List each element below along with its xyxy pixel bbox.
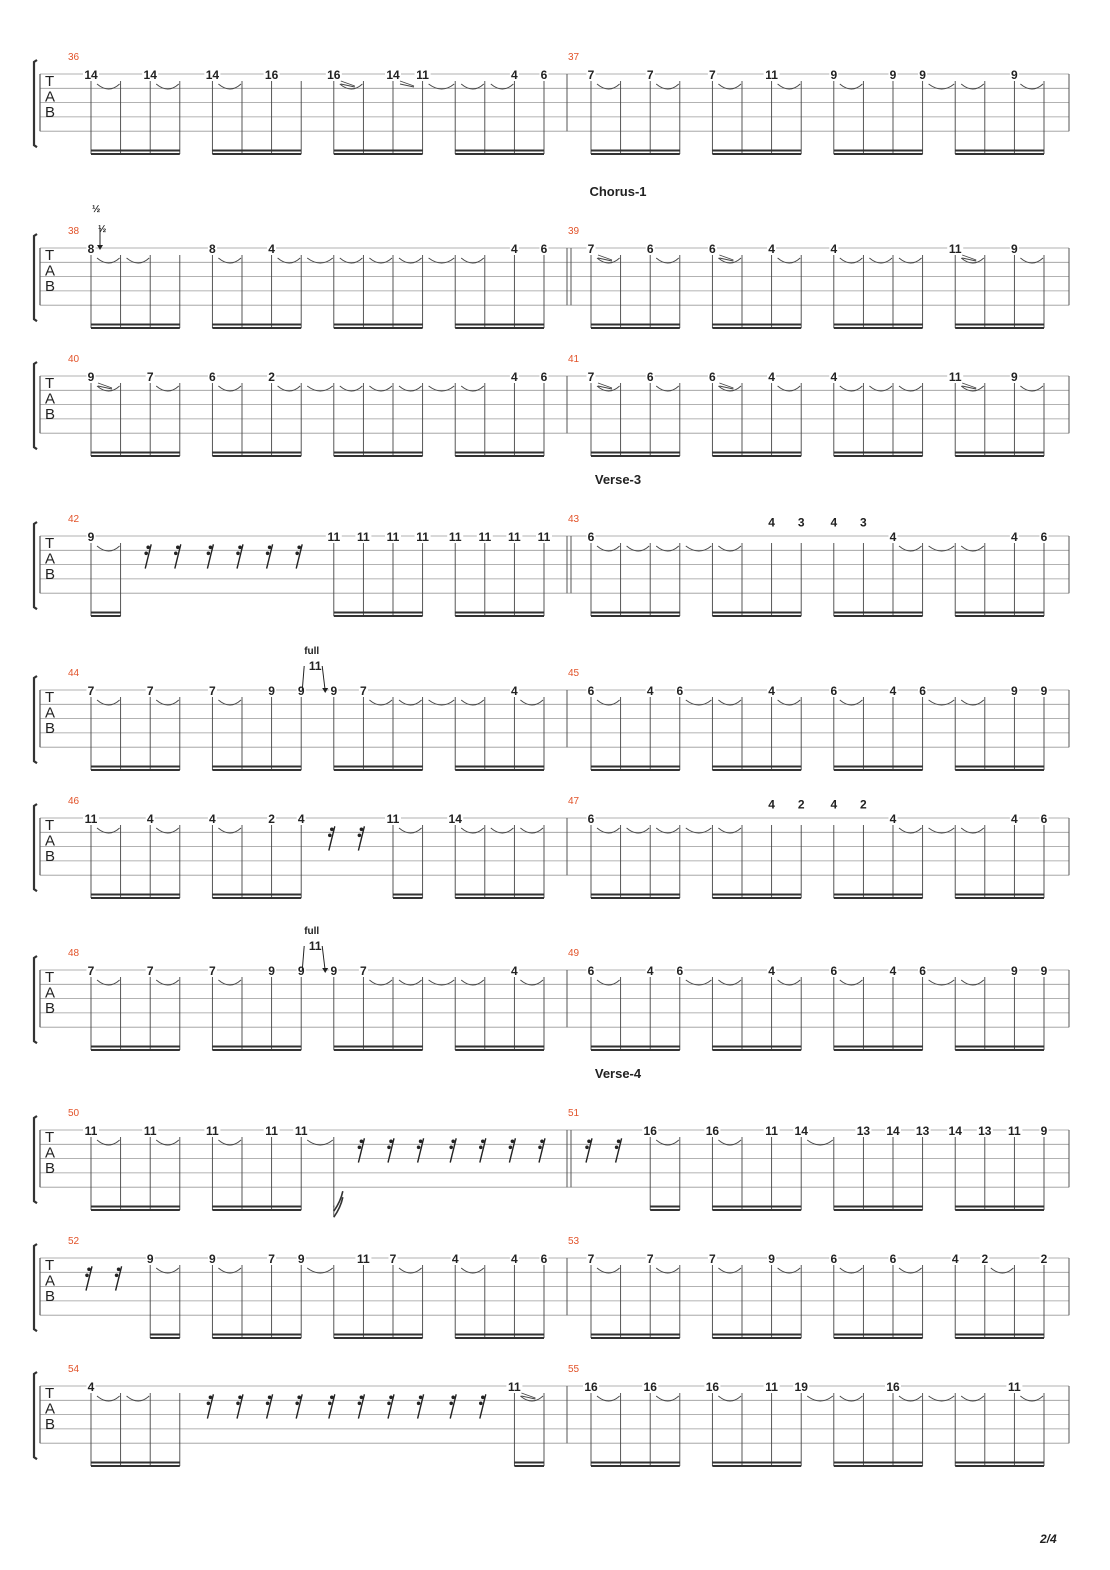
system-bracket <box>34 1116 37 1203</box>
rest-dot <box>295 552 299 556</box>
measure <box>68 926 544 1050</box>
fret-number: 9 <box>87 370 95 384</box>
fret-number: 4 <box>830 515 838 530</box>
release-arrow <box>322 666 325 691</box>
fret-number: 7 <box>360 964 367 978</box>
measure-number: 52 <box>68 1236 80 1247</box>
fret-number: 4 <box>646 684 654 698</box>
fret-number: 2 <box>268 812 275 826</box>
measure <box>568 796 1049 898</box>
fret-number: 2 <box>860 797 867 812</box>
fret-number: 2 <box>981 1252 989 1266</box>
fret-number: 11 <box>327 530 341 544</box>
fret-number: 11 <box>206 1124 219 1138</box>
fret-number: 6 <box>540 68 548 82</box>
fret-number: 11 <box>416 68 429 82</box>
fret-number: 11 <box>765 1380 778 1394</box>
fret-number: 6 <box>646 370 654 384</box>
tab-system <box>34 1236 1069 1338</box>
fret-number: 4 <box>511 684 518 698</box>
fret-number: 11 <box>478 530 492 544</box>
tab-clef-letter: T <box>45 375 55 392</box>
fret-number: 4 <box>511 242 518 256</box>
measure-number: 55 <box>568 1364 580 1375</box>
release-arrowhead <box>322 968 328 973</box>
fret-number: 4 <box>768 515 775 530</box>
tab-system <box>34 472 1069 616</box>
fret-number: 9 <box>209 1252 216 1266</box>
fret-number: 11 <box>265 1124 278 1138</box>
fret-number: 2 <box>797 797 805 812</box>
fret-number: 6 <box>587 530 595 544</box>
fret-number: 8 <box>209 242 216 256</box>
fret-number: 9 <box>330 684 338 698</box>
rest-dot <box>417 1146 421 1150</box>
fret-number: 11 <box>537 530 551 544</box>
tab-clef-letter: A <box>45 550 56 568</box>
rest-dot <box>387 1402 391 1406</box>
bend-amount: ½ <box>98 224 107 235</box>
fret-number: 7 <box>587 68 595 82</box>
fret-number: 2 <box>1040 1252 1048 1266</box>
slide <box>400 81 414 87</box>
measure-number: 37 <box>568 52 580 63</box>
fret-number: 4 <box>830 797 838 812</box>
fret-number: 9 <box>297 684 305 698</box>
rest-dot <box>358 834 362 838</box>
measure-number: 38 <box>68 226 80 237</box>
fret-number: 7 <box>709 1252 716 1266</box>
measure <box>68 646 544 770</box>
fret-number: 6 <box>540 1252 548 1266</box>
tab-clef-letter: B <box>45 1000 56 1017</box>
fret-number: 11 <box>765 1124 778 1138</box>
fret-number: 4 <box>146 812 154 826</box>
fret-number: 7 <box>87 684 95 698</box>
fret-number: 13 <box>856 1124 871 1138</box>
release-arrowhead <box>322 688 328 693</box>
rest-dot <box>174 552 178 556</box>
tab-clef-letter: T <box>45 1385 55 1402</box>
fret-number: 4 <box>830 370 838 384</box>
tab-clef-letter: T <box>45 817 55 834</box>
fret-number: 13 <box>978 1124 992 1138</box>
fret-number: 7 <box>646 1252 654 1266</box>
rest-dot <box>538 1146 542 1150</box>
fret-number: 9 <box>330 964 338 978</box>
fret-number: 4 <box>889 812 897 826</box>
fret-number: 14 <box>386 68 400 82</box>
rest-dot <box>479 1402 483 1406</box>
measure <box>568 1066 1049 1210</box>
system-bracket <box>34 522 37 609</box>
rest-dot <box>449 1146 453 1150</box>
fret-number: 11 <box>948 242 962 256</box>
measure-number: 36 <box>68 52 80 63</box>
fret-number: 19 <box>794 1380 808 1394</box>
bend-amount: full <box>304 646 320 657</box>
fret-number: 11 <box>84 1124 98 1138</box>
fret-number: 11 <box>294 1124 308 1138</box>
rest-dot <box>85 1274 89 1278</box>
fret-number: 11 <box>448 530 462 544</box>
fret-number: 7 <box>587 242 595 256</box>
rest-dot <box>207 552 211 556</box>
fret-number: 11 <box>386 812 400 826</box>
tab-clef-letter: T <box>45 689 55 706</box>
fret-number: 9 <box>297 964 305 978</box>
rest-dot <box>328 1402 332 1406</box>
measure-number: 54 <box>68 1364 80 1375</box>
measure <box>68 796 544 898</box>
rest-dot <box>449 1402 453 1406</box>
page-number: 2/4 <box>1040 1532 1057 1546</box>
fret-number: 11 <box>1008 1380 1021 1394</box>
fret-number: 11 <box>143 1124 157 1138</box>
fret-number: 13 <box>915 1124 930 1138</box>
fret-number: 9 <box>1011 964 1018 978</box>
fret-number: 11 <box>386 530 400 544</box>
fret-number: 7 <box>587 1252 595 1266</box>
measure <box>68 514 552 616</box>
rest-dot <box>387 1146 391 1150</box>
bend-amount: ½ <box>92 204 101 215</box>
fret-number: 9 <box>268 684 275 698</box>
system-bracket <box>34 804 37 891</box>
note-flag <box>334 1197 343 1217</box>
tab-clef-letter: A <box>45 390 56 408</box>
fret-number: 4 <box>646 964 654 978</box>
fret-number: 11 <box>765 68 778 82</box>
fret-number: 4 <box>768 242 775 256</box>
measure <box>68 204 549 328</box>
bend-amount: full <box>304 926 320 937</box>
fret-number: 4 <box>511 370 518 384</box>
fret-number: 4 <box>889 684 897 698</box>
rest-dot <box>358 1402 362 1406</box>
tab-clef-letter: B <box>45 104 56 121</box>
fret-number: 16 <box>705 1380 720 1394</box>
fret-number: 14 <box>84 68 98 82</box>
system-bracket <box>34 676 37 763</box>
fret-number: 9 <box>1040 684 1048 698</box>
fret-number: 9 <box>1011 684 1018 698</box>
fret-number: 6 <box>709 370 716 384</box>
fret-number: 6 <box>540 242 548 256</box>
measure <box>568 948 1049 1050</box>
fret-number: 4 <box>209 812 216 826</box>
fret-number: 7 <box>146 684 154 698</box>
rest-dot <box>266 552 270 556</box>
fret-number: 4 <box>87 1380 95 1394</box>
tab-clef-letter: A <box>45 262 56 280</box>
measure-number: 43 <box>568 514 580 525</box>
fret-number: 11 <box>357 530 370 544</box>
fret-number: 11 <box>1008 1124 1021 1138</box>
fret-number: 11 <box>508 1380 521 1394</box>
fret-number: 4 <box>768 964 775 978</box>
fret-number: 4 <box>830 242 838 256</box>
fret-number: 6 <box>209 370 216 384</box>
tab-clef-letter: B <box>45 1288 56 1305</box>
fret-number: 6 <box>709 242 716 256</box>
tab-clef-letter: B <box>45 848 56 865</box>
tab-system <box>34 1066 1069 1217</box>
bend-target-fret: 11 <box>308 939 322 953</box>
fret-number: 4 <box>268 242 275 256</box>
tab-clef-letter: B <box>45 406 56 423</box>
fret-number: 9 <box>1040 1124 1048 1138</box>
fret-number: 7 <box>587 370 595 384</box>
fret-number: 9 <box>297 1252 305 1266</box>
fret-number: 6 <box>540 370 548 384</box>
fret-number: 11 <box>508 530 521 544</box>
rest-dot <box>585 1146 589 1150</box>
tab-clef-letter: T <box>45 535 55 552</box>
fret-number: 9 <box>919 68 926 82</box>
system-bracket <box>34 60 37 147</box>
fret-number: 9 <box>146 1252 154 1266</box>
fret-number: 7 <box>87 964 95 978</box>
measure-number: 39 <box>568 226 580 237</box>
fret-number: 7 <box>146 964 154 978</box>
tab-system <box>34 184 1069 328</box>
fret-number: 9 <box>1011 370 1018 384</box>
tab-clef-letter: B <box>45 566 56 583</box>
fret-number: 6 <box>889 1252 897 1266</box>
system-bracket <box>34 234 37 321</box>
fret-number: 14 <box>143 68 157 82</box>
tab-clef-letter: A <box>45 1400 56 1418</box>
fret-number: 4 <box>889 964 897 978</box>
measure-number: 46 <box>68 796 80 807</box>
system-bracket <box>34 362 37 449</box>
fret-number: 14 <box>205 68 220 82</box>
rest-dot <box>509 1146 513 1150</box>
rest-dot <box>144 552 148 556</box>
section-label: Verse-4 <box>594 1066 642 1081</box>
rest-dot <box>236 1402 240 1406</box>
fret-number: 4 <box>889 530 897 544</box>
tab-clef-letter: B <box>45 1416 56 1433</box>
fret-number: 7 <box>709 68 716 82</box>
tab-clef-letter: T <box>45 969 55 986</box>
rest-dot <box>358 1146 362 1150</box>
fret-number: 7 <box>646 68 654 82</box>
fret-number: 6 <box>676 964 684 978</box>
fret-number: 4 <box>511 68 518 82</box>
measure-number: 44 <box>68 668 80 679</box>
rest-dot <box>328 834 332 838</box>
fret-number: 11 <box>357 1252 370 1266</box>
fret-number: 4 <box>1011 530 1018 544</box>
tab-system <box>34 646 1069 770</box>
fret-number: 6 <box>587 964 595 978</box>
tab-clef-letter: A <box>45 832 56 850</box>
fret-number: 6 <box>1040 530 1048 544</box>
fret-number: 4 <box>511 1252 518 1266</box>
tab-clef-letter: T <box>45 73 55 90</box>
measure <box>568 472 1049 616</box>
fret-number: 7 <box>389 1252 397 1266</box>
tab-clef-letter: A <box>45 1272 56 1290</box>
measure-number: 49 <box>568 948 580 959</box>
measure-number: 41 <box>568 354 580 365</box>
measure-number: 51 <box>568 1108 580 1119</box>
fret-number: 3 <box>797 515 805 530</box>
fret-number: 16 <box>584 1380 598 1394</box>
fret-number: 9 <box>1040 964 1048 978</box>
rest-dot <box>236 552 240 556</box>
fret-number: 16 <box>886 1380 900 1394</box>
fret-number: 14 <box>948 1124 962 1138</box>
tab-clef-letter: T <box>45 1257 55 1274</box>
measure-number: 45 <box>568 668 580 679</box>
fret-number: 6 <box>676 684 684 698</box>
fret-number: 6 <box>830 1252 838 1266</box>
system-bracket <box>34 1372 37 1459</box>
tab-clef-letter: A <box>45 984 56 1002</box>
tab-system <box>34 1364 1069 1466</box>
fret-number: 7 <box>146 370 154 384</box>
rest-dot <box>479 1146 483 1150</box>
fret-number: 4 <box>768 797 775 812</box>
fret-number: 6 <box>830 964 838 978</box>
tab-clef-letter: A <box>45 1144 56 1162</box>
tab-clef-letter: A <box>45 704 56 722</box>
fret-number: 4 <box>951 1252 959 1266</box>
fret-number: 6 <box>646 242 654 256</box>
rest-dot <box>115 1274 119 1278</box>
fret-number: 4 <box>297 812 305 826</box>
fret-number: 7 <box>209 964 216 978</box>
tab-system <box>34 52 1069 154</box>
fret-number: 4 <box>768 684 775 698</box>
fret-number: 4 <box>1011 812 1018 826</box>
tab-clef-letter: T <box>45 247 55 264</box>
fret-number: 16 <box>264 68 279 82</box>
fret-number: 6 <box>587 684 595 698</box>
system-bracket <box>34 1244 37 1331</box>
fret-number: 14 <box>794 1124 808 1138</box>
fret-number: 11 <box>416 530 429 544</box>
fret-number: 14 <box>886 1124 900 1138</box>
fret-number: 6 <box>919 964 926 978</box>
fret-number: 9 <box>830 68 838 82</box>
tab-system <box>34 926 1069 1050</box>
rest-dot <box>615 1146 619 1150</box>
tab-clef-letter: B <box>45 720 56 737</box>
section-label: Verse-3 <box>594 472 642 487</box>
fret-number: 9 <box>889 68 897 82</box>
fret-number: 16 <box>705 1124 720 1138</box>
tab-clef-letter: B <box>45 1160 56 1177</box>
section-label: Chorus-1 <box>589 184 647 199</box>
rest-dot <box>266 1402 270 1406</box>
rest-dot <box>207 1402 211 1406</box>
fret-number: 4 <box>768 370 775 384</box>
system-bracket <box>34 956 37 1043</box>
fret-number: 9 <box>268 964 275 978</box>
rest-dot <box>417 1402 421 1406</box>
fret-number: 14 <box>448 812 462 826</box>
fret-number: 11 <box>948 370 962 384</box>
fret-number: 16 <box>643 1124 657 1138</box>
tab-clef-letter: T <box>45 1129 55 1146</box>
measure <box>568 668 1049 770</box>
tab-clef-letter: A <box>45 88 56 106</box>
fret-number: 7 <box>209 684 216 698</box>
fret-number: 4 <box>451 1252 459 1266</box>
fret-number: 9 <box>1011 68 1018 82</box>
fret-number: 9 <box>768 1252 775 1266</box>
fret-number: 11 <box>84 812 98 826</box>
measure-number: 40 <box>68 354 80 365</box>
fret-number: 8 <box>87 242 95 256</box>
fret-number: 9 <box>1011 242 1018 256</box>
measure <box>68 1108 545 1217</box>
fret-number: 2 <box>268 370 275 384</box>
bend-target-fret: 11 <box>308 659 322 673</box>
rest-dot <box>295 1402 299 1406</box>
measure-number: 47 <box>568 796 580 807</box>
fret-number: 6 <box>830 684 838 698</box>
fret-number: 16 <box>643 1380 657 1394</box>
fret-number: 7 <box>268 1252 275 1266</box>
measure-number: 53 <box>568 1236 580 1247</box>
bend-arrowhead <box>97 245 103 250</box>
fret-number: 3 <box>860 515 867 530</box>
tab-system <box>34 796 1069 898</box>
fret-number: 4 <box>511 964 518 978</box>
measure <box>568 184 1044 328</box>
measure-number: 42 <box>68 514 80 525</box>
fret-number: 6 <box>1040 812 1048 826</box>
fret-number: 6 <box>587 812 595 826</box>
measure-number: 48 <box>68 948 80 959</box>
fret-number: 7 <box>360 684 367 698</box>
fret-number: 16 <box>327 68 341 82</box>
tab-system <box>34 354 1069 456</box>
fret-number: 6 <box>919 684 926 698</box>
tab-clef-letter: B <box>45 278 56 295</box>
measure-number: 50 <box>68 1108 80 1119</box>
fret-number: 9 <box>87 530 95 544</box>
release-arrow <box>322 946 325 971</box>
